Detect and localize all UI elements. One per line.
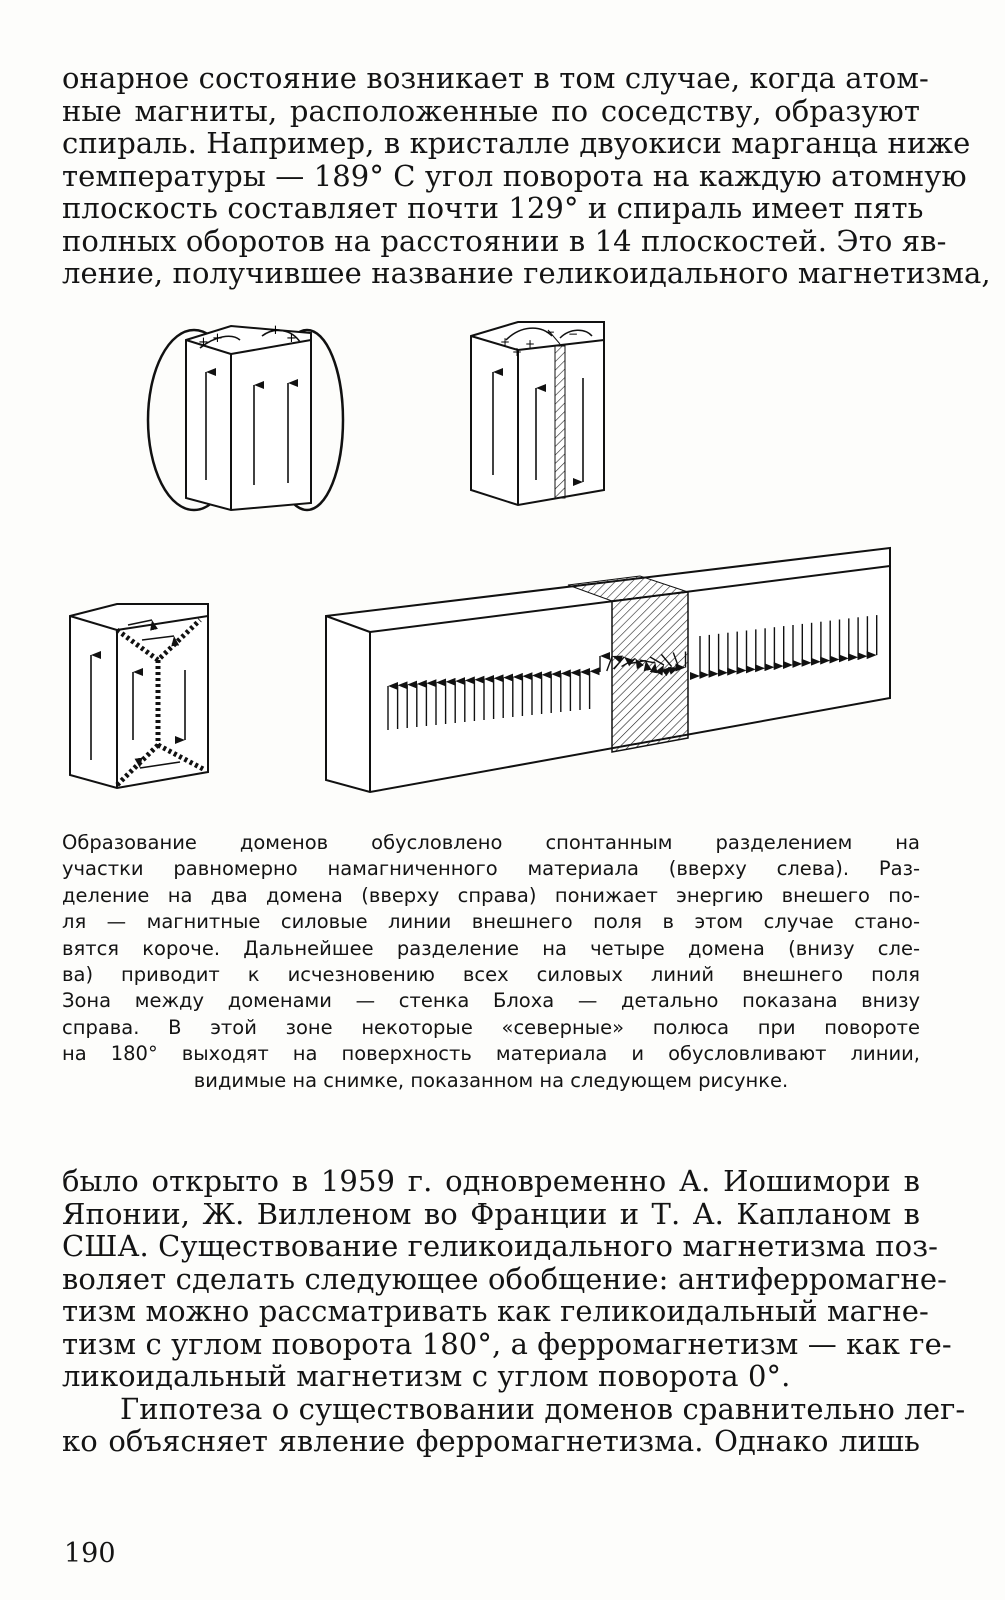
text-line: онарное состояние возникает в том случае, когда атом- [62, 61, 929, 95]
text-line: температуры — 189° С угол поворота на каждую атомную [62, 158, 967, 193]
pole-label: − [568, 327, 579, 341]
caption-line: ля — магнитные силовые линии внешнего поля в этом случае стано- [62, 910, 920, 934]
text-line: тизм с углом поворота 180°, а ферромагнетизм — как ге- [62, 1326, 952, 1361]
caption-line: Образование доменов обусловлено спонтанным разделением на [62, 831, 920, 854]
text-line: спираль. Например, в кристалле двуокиси марганца ниже [62, 126, 971, 160]
text-line: было открыто в 1959 г. одновременно А. Иошимори в [62, 1164, 920, 1198]
caption-line: участки равномерно намагниченного материала (вверху слева). Раз- [62, 857, 920, 881]
text-line: воляет сделать следующее обобщение: антиферромагне- [62, 1261, 948, 1296]
caption-line: деление на два домена (вверху справа) понижает энергию внешего по- [62, 883, 920, 907]
pole-label: + [212, 331, 223, 346]
pole-label: + [198, 335, 209, 350]
pole-label: + [270, 323, 281, 338]
text-line: ликоидальный магнетизм с углом поворота 0°. [62, 1359, 791, 1393]
two-domain-block [471, 322, 604, 505]
caption-line: на 180° выходят на поверхность материала и обусловливают линии, [62, 1042, 920, 1066]
bottom-paragraph [62, 1164, 966, 1458]
single-domain-block [148, 323, 343, 510]
four-domain-block [70, 604, 208, 788]
text-line: США. Существование геликоидального магнетизма поз- [62, 1229, 939, 1263]
pole-label: + [525, 337, 536, 351]
caption-line: Зона между доменами — стенка Блоха — детально показана внизу [62, 989, 920, 1013]
text-line: тизм можно рассматривать как геликоидальный магне- [62, 1294, 929, 1328]
pole-label: + [286, 331, 297, 346]
bloch-wall-bar [326, 548, 890, 792]
caption-line: справа. В этой зоне некоторые «северные» полюса при повороте [62, 1015, 920, 1039]
pole-label: + [512, 345, 523, 359]
page-number: 190 [64, 1538, 116, 1569]
text-line: Японии, Ж. Вилленом во Франции и Т. А. Капланом в [62, 1196, 920, 1231]
pole-label: − [545, 325, 556, 339]
caption-line: вятся короче. Дальнейшее разделение на четыре домена (внизу сле- [62, 936, 920, 960]
caption-line: видимые на снимке, показанном на следующем рисунке. [193, 1068, 789, 1092]
text-line: Гипотеза о существовании доменов сравнительно лег- [120, 1391, 966, 1426]
text-line: полных оборотов на расстоянии в 14 плоскостей. Это яв- [62, 223, 947, 258]
text-line: плоскость составляет почти 129° и спираль имеет пять [62, 191, 924, 225]
figure-caption [62, 830, 920, 1094]
pole-label: + [500, 335, 511, 349]
caption-line: ва) приводит к исчезновению всех силовых линий внешнего поля [62, 963, 920, 987]
text-line: ные магниты, расположенные по соседству, образуют [62, 93, 920, 128]
text-line: ление, получившее название геликоидального магнетизма, [62, 256, 991, 290]
text-line: ко объясняет явление ферромагнетизма. Однако лишь [62, 1424, 920, 1458]
